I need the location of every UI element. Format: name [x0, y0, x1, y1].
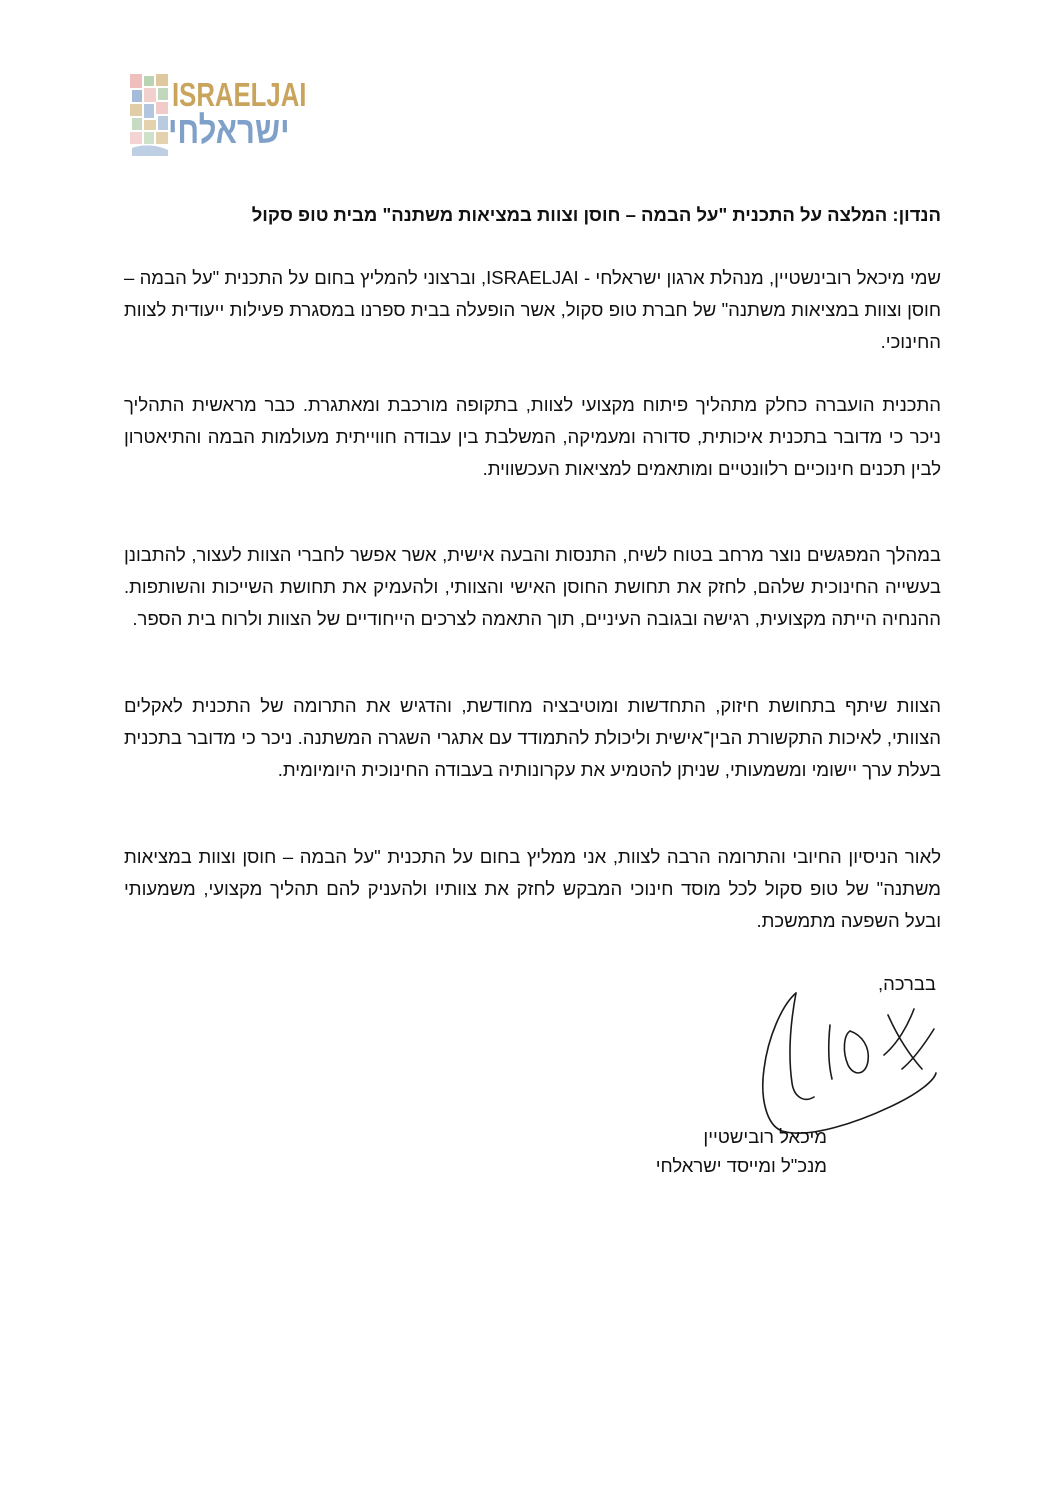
logo-mosaic-icon	[128, 72, 172, 158]
paragraph-program: התכנית הועברה כחלק מתהליך פיתוח מקצועי לצוות, בתקופה מורכבת ומאתגרת. כבר מראשית התהליך ניכר כי מדובר בתכנית איכותית, סדורה ומעמיקה, המשלבת בין עבודה חווייתית מעולמות הבמה והתיאטרון לבין תכנים חינוכיים רלוונטיים ומותאמים למציאות העכשווית.	[124, 394, 941, 479]
letter-closing: בברכה,	[877, 973, 936, 994]
handwritten-signature	[738, 985, 943, 1145]
paragraph-recommendation: לאור הניסיון החיובי והתרומה הרבה לצוות, אני ממליץ בחום על התכנית "על הבמה – חוסן וצוות במציאות משתנה" של טופ סקול לכל מוסד חינוכי המבקש לחזק את צוותיו ולהעניק להם תהליך מקצועי, משמעותי ובעל השפעה מתמשכת.	[124, 846, 941, 931]
paragraph-intro: שמי מיכאל רובינשטיין, מנהלת ארגון ישראלחי - ISRAELJAI, וברצוני להמליץ בחום על התכנית "על הבמה – חוסן וצוות במציאות משתנה" של חברת טופ סקול, אשר הופעלה בבית ספרנו במסגרת פעילות ייעודית לצוות החינוכי.	[124, 267, 942, 352]
paragraph-meetings: במהלך המפגשים נוצר מרחב בטוח לשיח, התנסות והבעה אישית, אשר אפשר לחברי הצוות לעצור, להתבונן בעשייה החינוכית שלהם, לחזק את תחושת החוסן האישי והצוותי, ולהעמיק את תחושת השייכות והשותפות. ההנחיה הייתה מקצועית, רגישה ובגובה העיניים, תוך התאמה לצרכים הייחודיים של הצוות ולרוח בית הספר.	[124, 544, 941, 629]
israeljai-logo	[128, 72, 308, 158]
logo-text-he: ישראלחי	[168, 110, 290, 152]
paragraph-feedback: הצוות שיתף בתחושת חיזוק, התחדשות ומוטיבציה מחודשת, והדגיש את התרומה של התכנית לאקלים הצוותי, לאיכות התקשורת הבין־אישית וליכולת להתמודד עם אתגרי השגרה המשתנה. ניכר כי מדובר בתכנית בעלת ערך יישומי ומשמעותי, שניתן להטמיע את עקרונותיה בעבודה החינוכית היומיומית.	[124, 695, 941, 780]
letter-subject: הנדון: המלצה על התכנית "על הבמה – חוסן וצוות במציאות משתנה" מבית טופ סקול	[251, 204, 941, 225]
logo-text-en: ISRAELJAI	[172, 76, 307, 113]
signer-name: מיכאל רובישטיין	[703, 1126, 827, 1147]
signer-title: מנכ"ל ומייסד ישראלחי	[655, 1155, 827, 1176]
